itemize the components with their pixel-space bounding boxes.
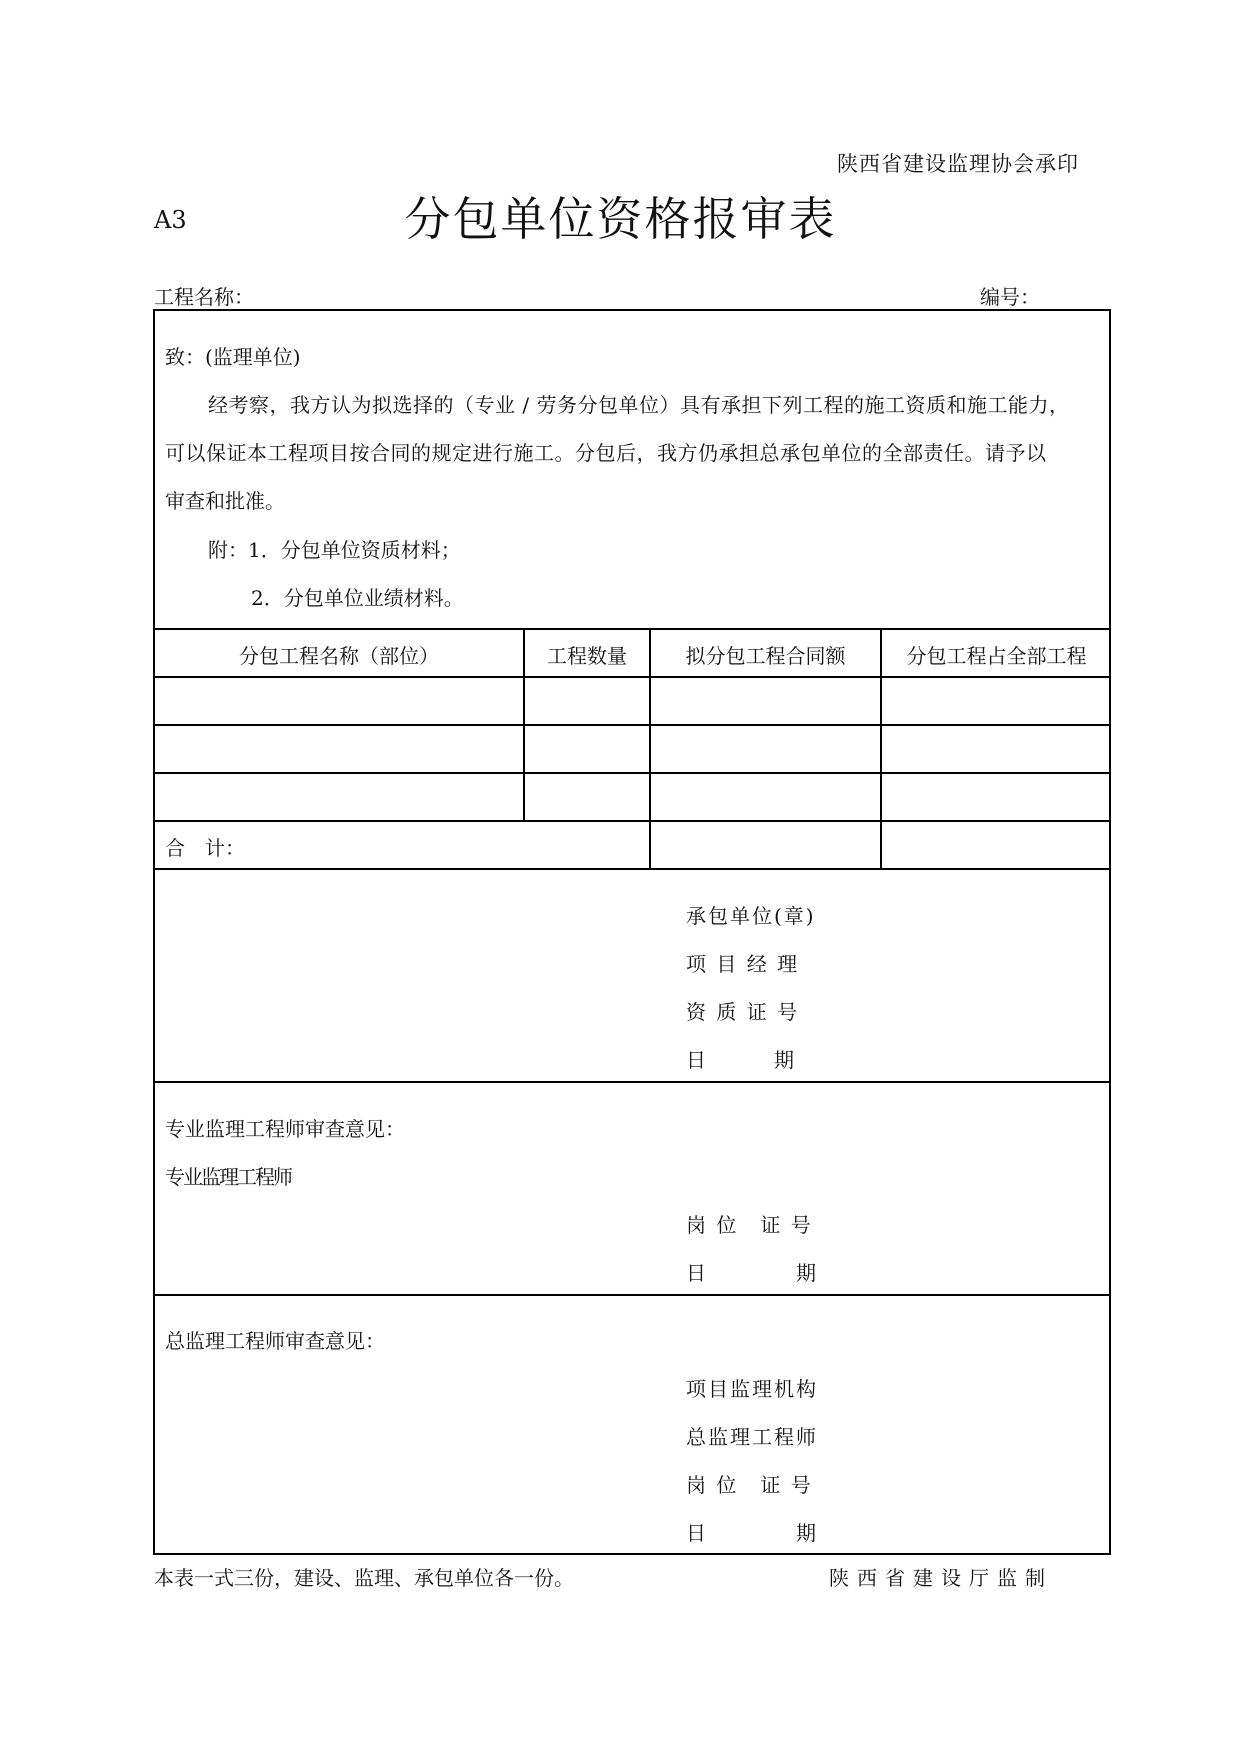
table-row-line [155,772,1109,774]
qualification-cert-label: 资 质 证 号 [686,1000,800,1024]
column-header: 分包工程名称（部位） [239,644,439,668]
table-bottom-line [155,868,1109,870]
contractor-date-label: 日 期 [686,1048,796,1072]
publisher-note: 陕西省建设监理协会承印 [837,152,1079,176]
column-header: 工程数量 [547,644,627,668]
page-title: 分包单位资格报审表 [404,192,837,246]
paragraph-line: 可以保证本工程项目按合同的规定进行施工。分包后，我方仍承担总承包单位的全部责任。请予以 [165,441,1047,465]
column-header: 分包工程占全部工程 [906,644,1087,668]
total-label: 合 计： [165,836,245,860]
attachment-item: 2．分包单位业绩材料。 [251,586,464,610]
table-top-line [155,628,1109,630]
supervision-org-label: 项目监理机构 [686,1377,818,1401]
post-cert-label: 岗 位 证 号 [686,1213,813,1237]
copies-note: 本表一式三份，建设、监理、承包单位各一份。 [154,1566,574,1590]
attachment-item: 附：1．分包单位资质材料； [208,538,461,562]
chief-review-heading: 总监理工程师审查意见： [165,1329,385,1353]
table-row-line [155,820,1109,822]
addressee: 致：(监理单位) [165,345,301,369]
specialist-engineer-label: 专业监理工程师 [165,1165,291,1189]
chief-post-cert-label: 岗 位 证 号 [686,1473,813,1497]
project-name-label: 工程名称： [154,285,254,309]
section-divider [155,1081,1109,1083]
specialist-review-heading: 专业监理工程师审查意见： [165,1117,405,1141]
form-frame [153,309,1111,1555]
table-row-line [155,676,1109,678]
section-divider [155,1294,1109,1296]
chief-engineer-label: 总监理工程师 [686,1425,818,1449]
serial-number-label: 编号： [980,285,1040,309]
column-header: 拟分包工程合同额 [685,644,846,668]
issuer-note: 陕西省建设厅监制 [829,1566,1053,1590]
form-code: A3 [154,206,187,234]
chief-date-label: 日 期 [686,1521,818,1545]
project-manager-label: 项 目 经 理 [686,952,800,976]
specialist-date-label: 日 期 [686,1261,818,1285]
table-row-line [155,724,1109,726]
paragraph-line: 审查和批准。 [165,489,285,513]
contractor-unit-label: 承包单位(章) [686,904,816,928]
paragraph-line: 经考察，我方认为拟选择的（专业 / 劳务分包单位）具有承担下列工程的施工资质和施工能力， [208,393,1070,417]
